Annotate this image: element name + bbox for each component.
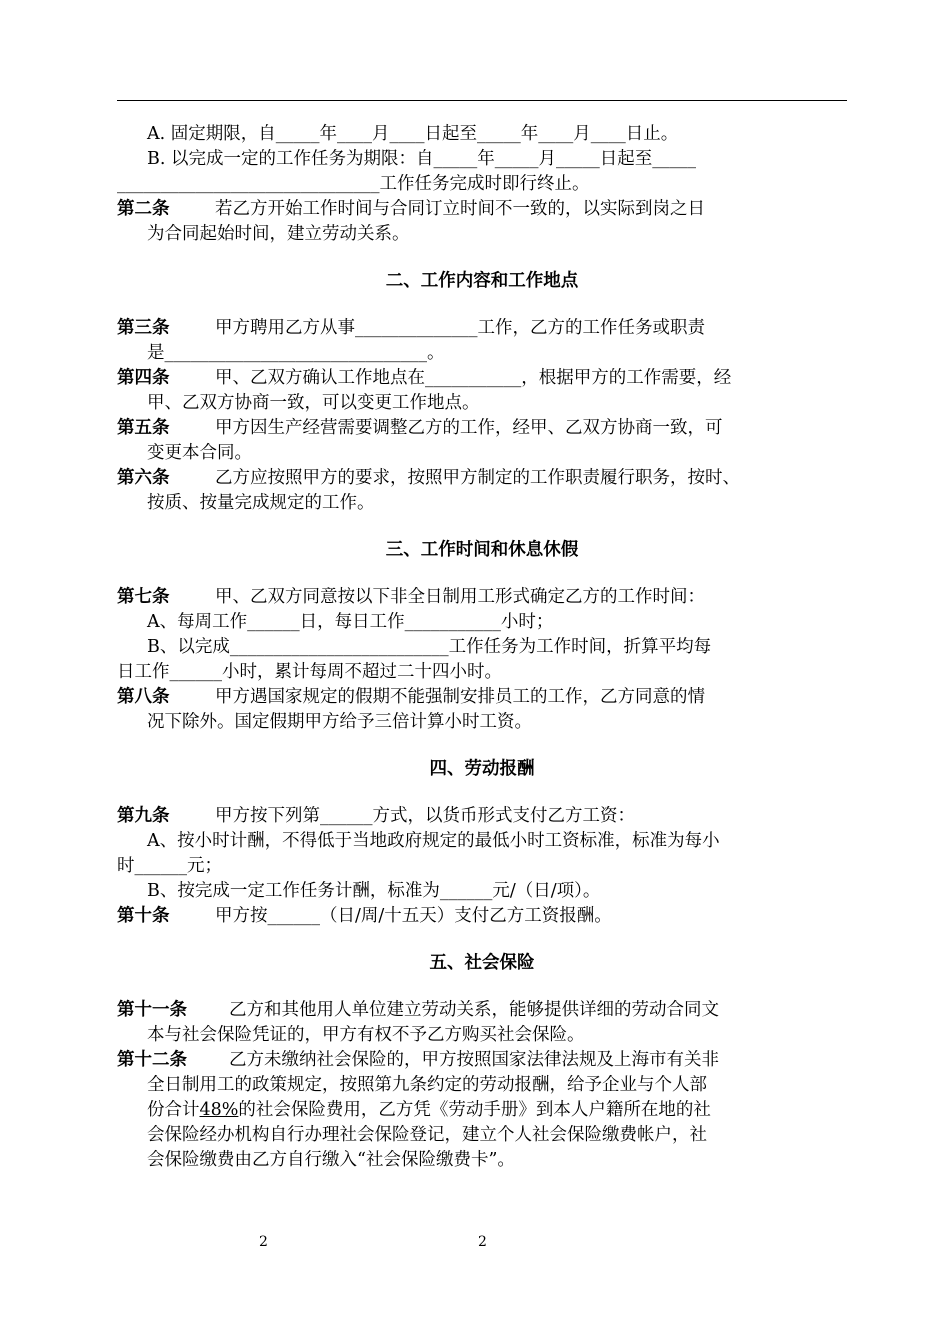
article-label: 第四条 [117,368,170,388]
article-11: 第十一条 乙方和其他用人单位建立劳动关系，能够提供详细的劳动合同文 [117,998,847,1023]
header-rule [117,100,847,101]
article-label: 第六条 [117,468,170,488]
article-3-cont: 是______________________________。 [147,343,445,363]
term-option-b-cont: ______________________________工作任务完成时即行终止。 [117,174,590,194]
article-12-cont-2: 份合计48%的社会保险费用，乙方凭《劳动手册》到本人户籍所在地的社 [147,1100,711,1120]
article-label: 第九条 [117,806,170,826]
article-label: 第三条 [117,318,170,338]
page-number-right: 2 [478,1234,487,1250]
article-8-cont: 况下除外。国定假期甲方给予三倍计算小时工资。 [147,712,532,732]
article-8: 第八条 甲方遇国家规定的假期不能强制安排员工的工作，乙方同意的情 [117,685,847,710]
article-label: 第十一条 [117,1000,187,1020]
article-label: 第八条 [117,687,170,707]
article-9-option-b: B、按完成一定工作任务计酬，标准为______元/（日/项）。 [147,881,601,901]
article-12: 第十二条 乙方未缴纳社会保险的，甲方按照国家法律法规及上海市有关非 [117,1048,847,1073]
article-7-option-a: A、每周工作______日，每日工作___________小时； [147,612,554,632]
article-7: 第七条 甲、乙双方同意按以下非全日制用工形式确定乙方的工作时间： [117,585,847,610]
term-option-a: A. 固定期限，自_____年____月____日起至_____年____月____日止。 [147,124,679,144]
article-label: 第二条 [117,199,170,219]
term-option-b: B. 以完成一定的工作任务为期限：自_____年_____月_____日起至_____ [147,149,696,169]
article-12-cont-3: 会保险经办机构自行办理社会保险登记，建立个人社会保险缴费帐户，社 [147,1125,707,1145]
article-4-cont: 甲、乙双方协商一致，可以变更工作地点。 [147,393,480,413]
article-2: 第二条 若乙方开始工作时间与合同订立时间不一致的，以实际到岗之日 [117,197,847,222]
article-7-option-b-cont: 日工作______小时，累计每周不超过二十四小时。 [117,662,502,682]
article-6: 第六条 乙方应按照甲方的要求，按照甲方制定的工作职责履行职务，按时、 [117,466,847,491]
page-number-left: 2 [259,1234,268,1250]
article-5-cont: 变更本合同。 [147,443,252,463]
article-label: 第七条 [117,587,170,607]
article-2-cont: 为合同起始时间，建立劳动关系。 [147,224,410,244]
article-9-option-a: A、按小时计酬，不得低于当地政府规定的最低小时工资标准，标准为每小 [147,831,720,851]
article-9-option-a-cont: 时______元； [117,856,222,876]
article-3: 第三条 甲方聘用乙方从事______________工作，乙方的工作任务或职责 [117,316,847,341]
article-5: 第五条 甲方因生产经营需要调整乙方的工作，经甲、乙双方协商一致，可 [117,416,847,441]
article-7-option-b: B、以完成_________________________工作任务为工作时间，折算平均每 [147,637,712,657]
document-page [117,122,847,1173]
section-heading-5: 五、社会保险 [429,953,535,973]
article-9: 第九条 甲方按下列第______方式，以货币形式支付乙方工资： [117,804,847,829]
percentage-value: 48% [199,1100,239,1120]
section-heading-3: 三、工作时间和休息休假 [385,540,579,560]
section-heading-4: 四、劳动报酬 [429,759,535,779]
article-label: 第十二条 [117,1050,187,1070]
article-4: 第四条 甲、乙双方确认工作地点在___________，根据甲方的工作需要，经 [117,366,847,391]
section-heading-2: 二、工作内容和工作地点 [385,271,579,291]
article-10: 第十条 甲方按______（日/周/十五天）支付乙方工资报酬。 [117,904,847,929]
article-12-cont-4: 会保险缴费由乙方自行缴入“社会保险缴费卡”。 [147,1150,515,1170]
article-label: 第十条 [117,906,170,926]
article-label: 第五条 [117,418,170,438]
article-6-cont: 按质、按量完成规定的工作。 [147,493,375,513]
article-12-cont-1: 全日制用工的政策规定，按照第九条约定的劳动报酬，给予企业与个人部 [147,1075,707,1095]
article-11-cont: 本与社会保险凭证的，甲方有权不予乙方购买社会保险。 [147,1025,585,1045]
